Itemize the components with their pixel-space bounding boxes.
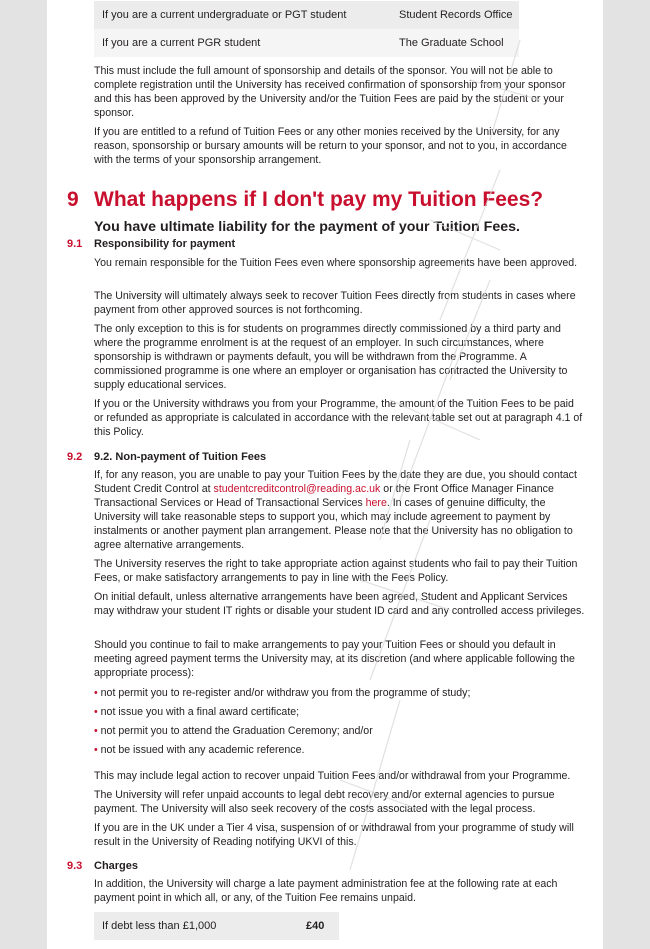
subsection-number: 9.1 bbox=[67, 238, 83, 250]
table-cell-contact: Student Records Office bbox=[399, 9, 513, 21]
paragraph: This must include the full amount of sponsorship and details of the sponsor. You will not be able to complete registration until the University has received confirmation of sponsorship from your sponsor and this has been approved by the University and/or the Tuition Fees are paid by the student or your sponsor. bbox=[94, 65, 566, 119]
paragraph-contact bbox=[94, 468, 586, 552]
paragraph: The University reserves the right to take appropriate action against students who fail to pay their Tuition Fees, or make satisfactory arrangements to pay in line with the Fees Policy. bbox=[94, 558, 578, 584]
email-link[interactable]: studentcreditcontrol@reading.ac.uk bbox=[213, 483, 381, 495]
section-title: What happens if I don't pay my Tuition Fees? bbox=[94, 188, 544, 211]
table-row bbox=[94, 1, 519, 29]
subsection-title: Responsibility for payment bbox=[94, 238, 236, 250]
paragraph: If you are in the UK under a Tier 4 visa, suspension of or withdrawal from your programme of study will result in the University of Reading notifying UKVI of this. bbox=[94, 822, 574, 848]
paragraph: The only exception to this is for students on programmes directly commissioned by a third party and where the programme enrolment is at the request of an employer. In such circumstances, where sponsorship is withdrawn or payments default, you will be withdrawn from the Programme. A commissioned programme is one where an employer or organisation has contracted the University to supply educational services. bbox=[94, 323, 568, 391]
fee-label: If debt less than £1,000 bbox=[102, 920, 217, 932]
paragraph: You remain responsible for the Tuition Fees even where sponsorship agreements have been approved. bbox=[94, 257, 578, 269]
list-item: • not be issued with any academic reference. bbox=[94, 744, 305, 756]
list-item: • not permit you to re-register and/or withdraw you from the programme of study; bbox=[94, 687, 471, 699]
paragraph-text: or the Front Office Manager Finance Transactional Services or Head of Transactional Services bbox=[94, 483, 554, 509]
paragraph-text: . In cases of genuine difficulty, the University will take reasonable steps to support you, which may include agreement to payment by instalments or another payment plan arrangement. Please note that the University has no obligation to agree alternative arrangements. bbox=[94, 497, 573, 551]
table-cell-situation: If you are a current PGR student bbox=[102, 37, 261, 49]
subsection-title: Charges bbox=[94, 860, 139, 872]
paragraph-text: If, for any reason, you are unable to pay your Tuition Fees by the date they are due, you should contact Student Credit Control at bbox=[94, 469, 577, 495]
subsection-number: 9.2 bbox=[67, 451, 83, 463]
table-cell-contact: The Graduate School bbox=[399, 37, 504, 49]
list-item-text: not issue you with a final award certificate; bbox=[100, 706, 300, 718]
here-link[interactable]: here bbox=[365, 497, 387, 509]
list-item: • not issue you with a final award certificate; bbox=[94, 706, 300, 718]
paragraph: The University will refer unpaid accounts to legal debt recovery and/or external agencies to pursue payment. The University will also seek recovery of the costs associated with the legal process. bbox=[94, 789, 555, 815]
paragraph: On initial default, unless alternative arrangements have been agreed, Student and Applicant Services may withdraw your student IT rights or disable your student ID card and any controlled access privileges. bbox=[94, 591, 585, 617]
section-number: 9 bbox=[67, 188, 79, 211]
paragraph: Should you continue to fail to make arrangements to pay your Tuition Fees or should you default in meeting agreed payment terms the University may, at its discretion (and where applicable following the appropriate process): bbox=[94, 639, 575, 679]
paragraph: In addition, the University will charge a late payment administration fee at the following rate at each payment point in which all, or any, of the Tuition Fee remains unpaid. bbox=[94, 878, 558, 904]
paragraph: If you or the University withdraws you from your Programme, the amount of the Tuition Fees to be paid or refunded as appropriate is calculated in accordance with the relevant table set out at paragraph 4.1 of this Policy. bbox=[94, 398, 583, 438]
paragraph: If you are entitled to a refund of Tuition Fees or any other monies received by the University, for any reason, sponsorship or bursary amounts will be return to your sponsor, and not to you, in accordance with the terms of your sponsorship arrangement. bbox=[94, 126, 567, 166]
section-lead: You have ultimate liability for the payment of your Tuition Fees. bbox=[94, 219, 520, 235]
table-row bbox=[94, 29, 519, 57]
paragraph: The University will ultimately always seek to recover Tuition Fees directly from students in cases where payment from other approved sources is not forthcoming. bbox=[94, 290, 576, 316]
list-item-text: not permit you to attend the Graduation Ceremony; and/or bbox=[100, 725, 373, 737]
fee-amount: £40 bbox=[306, 920, 325, 932]
subsection-title: 9.2. Non-payment of Tuition Fees bbox=[94, 451, 267, 463]
list-item-text: not be issued with any academic reference. bbox=[100, 744, 305, 756]
list-item-text: not permit you to re-register and/or withdraw you from the programme of study; bbox=[100, 687, 471, 699]
table-cell-situation: If you are a current undergraduate or PGT student bbox=[102, 9, 347, 21]
subsection-number: 9.3 bbox=[67, 860, 83, 872]
fee-table-row bbox=[94, 912, 339, 940]
list-item: • not permit you to attend the Graduation Ceremony; and/or bbox=[94, 725, 373, 737]
paragraph: This may include legal action to recover unpaid Tuition Fees and/or withdrawal from your Programme. bbox=[94, 770, 571, 782]
